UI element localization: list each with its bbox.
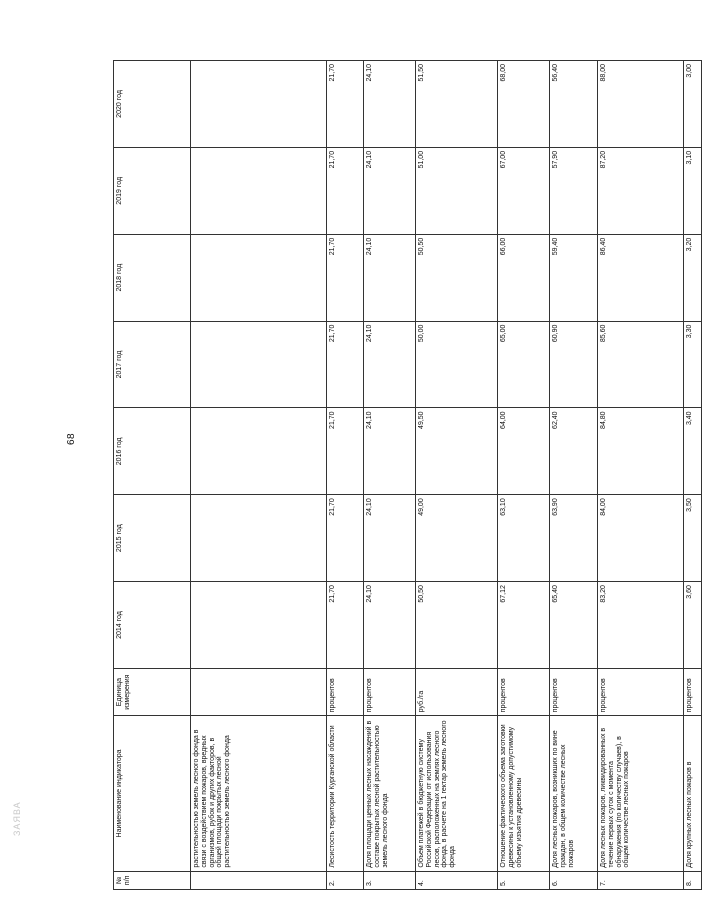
unit-cell: процентов: [684, 668, 702, 715]
table-row: [327, 61, 364, 890]
indicator-name: Лесистость территории Курганской области: [327, 716, 364, 871]
header-year: 2015 год: [114, 495, 191, 582]
value-cell: 67,00: [498, 147, 550, 234]
value-cell: 24,10: [364, 408, 416, 495]
value-cell: 84,80: [598, 408, 684, 495]
row-number: 8.: [684, 871, 702, 889]
header-name: Наименование индикатора: [114, 716, 191, 871]
indicator-name: Объем платежей в бюджетную систему Российской Федерации от использования лесов, расположенных на землях лесного фонда, в расчете на 1 гектар земель лесного фонда: [416, 716, 498, 871]
row-number: 5.: [498, 871, 550, 889]
value-cell: 24,10: [364, 61, 416, 148]
table-header-row: [114, 61, 191, 890]
header-unit: Единица измерения: [114, 668, 191, 715]
header-year: 2014 год: [114, 582, 191, 669]
value-cell: [191, 321, 327, 408]
value-cell: 49,00: [416, 495, 498, 582]
header-no: № п/п: [114, 871, 191, 889]
unit-cell: процентов: [598, 668, 684, 715]
indicator-name: Отношение фактического объема заготовки древесины к установленному допустимому объему изъятия древесины: [498, 716, 550, 871]
header-year: 2018 год: [114, 234, 191, 321]
unit-cell: [191, 668, 327, 715]
value-cell: 3,20: [684, 234, 702, 321]
header-year: 2019 год: [114, 147, 191, 234]
row-number: 2.: [327, 871, 364, 889]
table-row: [684, 61, 702, 890]
header-year: 2020 год: [114, 61, 191, 148]
indicator-name: Доля лесных пожаров, ликвидированных в течение первых суток с момента обнаружения (по количеству случаев), в общем количестве лесных пожаров: [598, 716, 684, 871]
value-cell: 63,10: [498, 495, 550, 582]
value-cell: 50,00: [416, 321, 498, 408]
unit-cell: процентов: [550, 668, 598, 715]
table-row: [598, 61, 684, 890]
value-cell: 50,50: [416, 582, 498, 669]
value-cell: [191, 234, 327, 321]
page-number: 68: [66, 432, 77, 445]
value-cell: 67,12: [498, 582, 550, 669]
unit-cell: процентов: [364, 668, 416, 715]
value-cell: 63,90: [550, 495, 598, 582]
value-cell: 24,10: [364, 147, 416, 234]
value-cell: 3,30: [684, 321, 702, 408]
value-cell: 65,40: [550, 582, 598, 669]
indicators-table: [113, 60, 702, 890]
value-cell: 3,60: [684, 582, 702, 669]
row-number: 7.: [598, 871, 684, 889]
value-cell: 3,50: [684, 495, 702, 582]
value-cell: 24,10: [364, 321, 416, 408]
faint-stamp: ЗАЯВА: [12, 801, 22, 836]
row-number: [191, 871, 327, 889]
value-cell: 50,50: [416, 234, 498, 321]
value-cell: 68,00: [498, 61, 550, 148]
value-cell: 24,10: [364, 234, 416, 321]
value-cell: 65,00: [498, 321, 550, 408]
value-cell: 21,70: [327, 495, 364, 582]
unit-cell: процентов: [327, 668, 364, 715]
value-cell: 60,90: [550, 321, 598, 408]
value-cell: 24,10: [364, 495, 416, 582]
indicator-name: растительностью земель лесного фонда в связи с воздействием пожаров, вредных организмов, рубок и других факторов, в общей площади покрытых лесной растительностью земель лесного фонда: [191, 716, 327, 871]
value-cell: 21,70: [327, 321, 364, 408]
indicator-name: Доля лесных пожаров, возникших по вине граждан, в общем количестве лесных пожаров: [550, 716, 598, 871]
value-cell: 3,00: [684, 61, 702, 148]
table-row: [416, 61, 498, 890]
unit-cell: процентов: [498, 668, 550, 715]
value-cell: 21,70: [327, 147, 364, 234]
value-cell: 51,50: [416, 61, 498, 148]
unit-cell: руб./га: [416, 668, 498, 715]
value-cell: 3,10: [684, 147, 702, 234]
value-cell: 21,70: [327, 582, 364, 669]
indicators-table-container: [113, 60, 702, 890]
value-cell: 64,00: [498, 408, 550, 495]
value-cell: 21,70: [327, 61, 364, 148]
value-cell: 86,40: [598, 234, 684, 321]
value-cell: 56,40: [550, 61, 598, 148]
value-cell: [191, 61, 327, 148]
table-row: [550, 61, 598, 890]
header-year: 2016 год: [114, 408, 191, 495]
value-cell: 59,40: [550, 234, 598, 321]
value-cell: 57,90: [550, 147, 598, 234]
value-cell: 62,40: [550, 408, 598, 495]
value-cell: 88,00: [598, 61, 684, 148]
value-cell: [191, 582, 327, 669]
row-number: 3.: [364, 871, 416, 889]
value-cell: 21,70: [327, 408, 364, 495]
indicator-name: Доля площади ценных лесных насаждений в составе покрытых лесной растительностью земель лесного фонда: [364, 716, 416, 871]
value-cell: 49,50: [416, 408, 498, 495]
value-cell: 51,00: [416, 147, 498, 234]
indicator-name: Доля крупных лесных пожаров в: [684, 716, 702, 871]
table-row: [498, 61, 550, 890]
value-cell: 83,20: [598, 582, 684, 669]
row-number: 4.: [416, 871, 498, 889]
value-cell: [191, 495, 327, 582]
table-row: [364, 61, 416, 890]
value-cell: 87,20: [598, 147, 684, 234]
value-cell: 85,60: [598, 321, 684, 408]
value-cell: 24,10: [364, 582, 416, 669]
value-cell: [191, 147, 327, 234]
header-year: 2017 год: [114, 321, 191, 408]
value-cell: 21,70: [327, 234, 364, 321]
row-number: 6.: [550, 871, 598, 889]
value-cell: 66,00: [498, 234, 550, 321]
table-row: [191, 61, 327, 890]
value-cell: 84,00: [598, 495, 684, 582]
value-cell: [191, 408, 327, 495]
value-cell: 3,40: [684, 408, 702, 495]
